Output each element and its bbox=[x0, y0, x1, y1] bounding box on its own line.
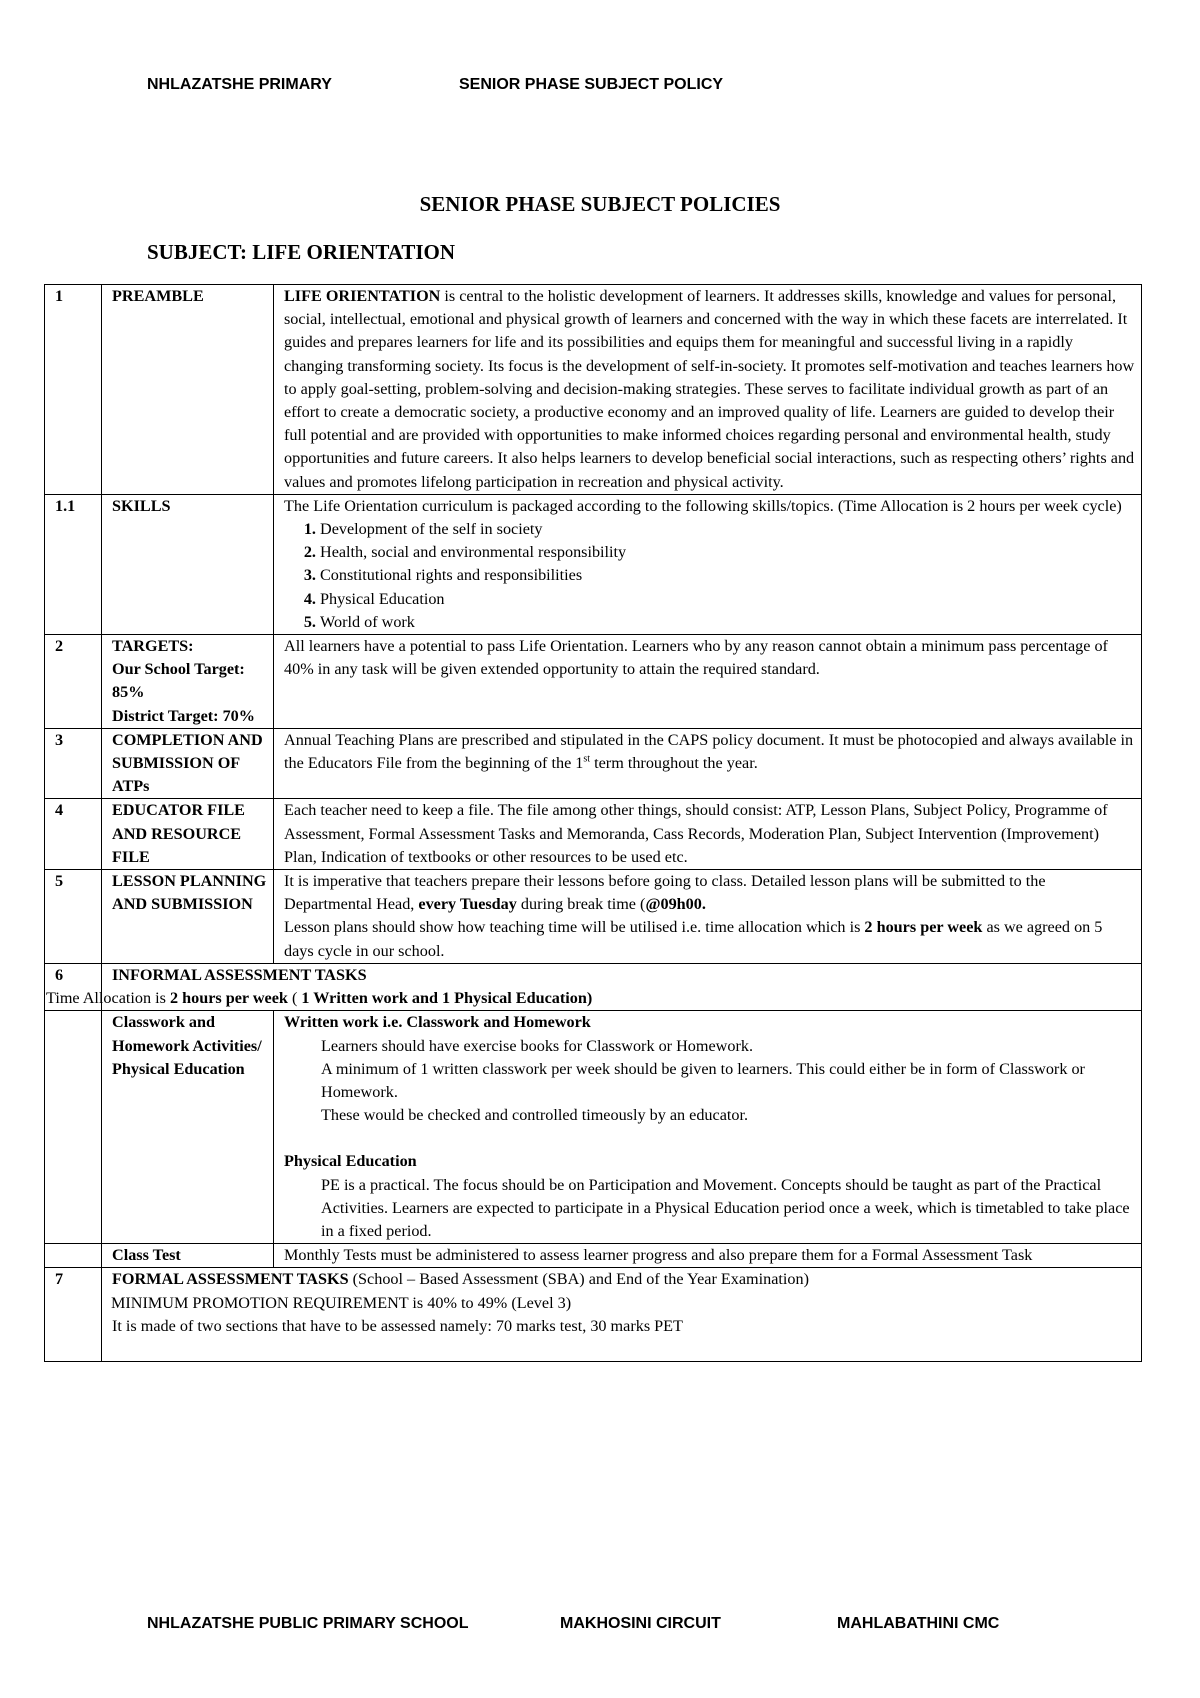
formal-title: FORMAL ASSESSMENT TASKS bbox=[112, 1270, 349, 1289]
written-work-title: Written work i.e. Classwork and Homework bbox=[284, 1013, 591, 1032]
informal-title: INFORMAL ASSESSMENT TASKS bbox=[112, 965, 367, 984]
footer-circuit: MAKHOSINI CIRCUIT bbox=[560, 1615, 721, 1632]
row-number: 6 bbox=[45, 963, 102, 1010]
row-targets bbox=[45, 635, 1142, 729]
district-target: District Target: 70% bbox=[112, 706, 255, 725]
row-informal-assessment bbox=[45, 963, 1142, 1010]
row-formal-assessment bbox=[45, 1268, 1142, 1362]
row-number: 7 bbox=[45, 1268, 102, 1362]
row-skills bbox=[45, 494, 1142, 634]
row-number: 2 bbox=[45, 635, 102, 729]
lesson-text-2b: 2 hours per week bbox=[864, 918, 983, 937]
row-label: LESSON PLANNING AND SUBMISSION bbox=[102, 870, 274, 964]
row-label: PREAMBLE bbox=[102, 285, 274, 495]
row-number: 3 bbox=[45, 728, 102, 799]
lesson-text-2c: as we agreed on 5 days cycle in our school. bbox=[284, 918, 1103, 960]
row-number: 1.1 bbox=[45, 494, 102, 634]
lesson-text bbox=[274, 870, 1142, 964]
row-number: 4 bbox=[45, 799, 102, 870]
row-number: 5 bbox=[45, 870, 102, 964]
informal-allocation bbox=[46, 987, 1135, 1010]
row-number: 1 bbox=[45, 285, 102, 495]
row-label: Classwork and Homework Activities/ Physical Education bbox=[102, 1011, 274, 1244]
atps-text bbox=[274, 728, 1142, 799]
classwork-cell bbox=[274, 1011, 1142, 1244]
educator-file-text: Each teacher need to keep a file. The file among other things, should consist: ATP, Lesson Plans, Subject Policy, Programme of Assessment, Formal Assessment Tasks and Memoranda, Cass Records, Moderation Plan, Subject Intervention (Improvement) Plan, Indication of textbooks or other resources to be used etc. bbox=[274, 799, 1142, 870]
policy-table bbox=[44, 284, 1142, 1362]
footer-school: NHLAZATSHE PUBLIC PRIMARY SCHOOL bbox=[147, 1615, 469, 1632]
lesson-text-1c: during break time ( bbox=[516, 895, 646, 914]
empty-cell bbox=[45, 1244, 102, 1268]
preamble-text bbox=[274, 285, 1142, 495]
lesson-text-1a: It is imperative that teachers prepare their lessons before going to class. Detailed lesson plans will be submitted to the Departmental Head, bbox=[284, 872, 1046, 914]
school-target: Our School Target: 85% bbox=[112, 660, 245, 702]
row-preamble bbox=[45, 285, 1142, 495]
skills-cell bbox=[274, 494, 1142, 634]
skills-intro: The Life Orientation curriculum is packaged according to the following skills/topics. (Time Allocation is 2 hours per week cycle) bbox=[284, 496, 1122, 515]
targets-text: All learners have a potential to pass Life Orientation. Learners who by any reason cannot obtain a minimum pass percentage of 40% in any task will be given extended opportunity to attain the required standard. bbox=[274, 635, 1142, 729]
atps-sup: st bbox=[583, 753, 591, 765]
row-lesson-planning bbox=[45, 870, 1142, 964]
footer-cmc: MAHLABATHINI CMC bbox=[837, 1615, 1000, 1632]
atps-text-b: term throughout the year. bbox=[590, 754, 758, 773]
header-doc-title: SENIOR PHASE SUBJECT POLICY bbox=[459, 76, 724, 93]
row-label: EDUCATOR FILE AND RESOURCE FILE bbox=[102, 799, 274, 870]
document-title: SENIOR PHASE SUBJECT POLICIES bbox=[419, 192, 781, 216]
skills-list bbox=[284, 518, 1135, 634]
page-header bbox=[147, 76, 724, 94]
subject-title: SUBJECT: LIFE ORIENTATION bbox=[147, 240, 456, 264]
list-item: 5. World of work bbox=[320, 611, 1135, 634]
preamble-body: is central to the holistic development of learners. It addresses skills, knowledge and values for personal, social, intellectual, emotional and physical growth of learners and concerned with the way in which these facets are interrelated. It guides and prepares learners for life and its possibilities and equips them for meaningful and successful living in a rapidly changing transforming society. Its focus is the development of self-in-society. It promotes self-motivation and teaches learners how to apply goal-setting, problem-solving and decision-making strategies. These serves to facilitate individual growth as part of an effort to create a democratic society, a productive economy and an improved quality of life. Learners are guided to develop their full potential and are provided with opportunities to make informed choices regarding personal and environmental health, study opportunities and future careers. It also helps learners to develop beneficial social interactions, such as respecting others’ rights and values and promotes lifelong participation in recreation and physical activity. bbox=[284, 287, 1135, 491]
row-label: COMPLETION AND SUBMISSION OF ATPs bbox=[102, 728, 274, 799]
formal-cell bbox=[102, 1268, 1142, 1362]
list-item: These would be checked and controlled timeously by an educator. bbox=[321, 1106, 749, 1125]
lesson-text-1d: @09h00. bbox=[645, 895, 706, 914]
list-item: 2. Health, social and environmental responsibility bbox=[320, 541, 1135, 564]
list-item: Learners should have exercise books for Classwork or Homework. bbox=[321, 1036, 753, 1055]
alloc-d: 1 Written work and 1 Physical Education) bbox=[297, 989, 593, 1008]
row-label bbox=[102, 635, 274, 729]
preamble-lead: LIFE ORIENTATION bbox=[284, 287, 441, 305]
lesson-text-2a: Lesson plans should show how teaching time will be utilised i.e. time allocation which is bbox=[284, 918, 865, 937]
formal-promotion: MINIMUM PROMOTION REQUIREMENT is 40% to 49% (Level 3) bbox=[111, 1293, 572, 1312]
spacer bbox=[284, 1127, 1135, 1150]
informal-heading-cell bbox=[46, 963, 1142, 1010]
lesson-text-1b: every Tuesday bbox=[418, 895, 517, 914]
row-classwork bbox=[45, 1011, 1142, 1244]
row-label: SKILLS bbox=[102, 494, 274, 634]
pe-title: Physical Education bbox=[284, 1152, 417, 1171]
alloc-b: 2 hours per week bbox=[169, 989, 288, 1008]
lesson-para-1 bbox=[284, 870, 1135, 916]
formal-title-rest: (School – Based Assessment (SBA) and End of the Year Examination) bbox=[348, 1270, 809, 1289]
pe-text: PE is a practical. The focus should be on Participation and Movement. Concepts should be taught as part of the Practical Activities. Learners are expected to participate in a Physical Education period once a week, which is timetabled to take place in a fixed period. bbox=[321, 1175, 1130, 1240]
lesson-para-2 bbox=[284, 916, 1135, 962]
formal-sections: It is made of two sections that have to be assessed namely: 70 marks test, 30 marks PET bbox=[112, 1316, 683, 1335]
atps-text-a: Annual Teaching Plans are prescribed and stipulated in the CAPS policy document. It must be photocopied and always available in the Educators File from the beginning of the 1 bbox=[284, 730, 1134, 773]
row-atps bbox=[45, 728, 1142, 799]
list-item: 1. Development of the self in society bbox=[320, 518, 1135, 541]
alloc-a: Time Allocation is bbox=[46, 989, 170, 1008]
row-educator-file bbox=[45, 799, 1142, 870]
list-item: 4. Physical Education bbox=[320, 588, 1135, 611]
class-test-text: Monthly Tests must be administered to assess learner progress and also prepare them for a Formal Assessment Task bbox=[274, 1244, 1142, 1268]
list-item: A minimum of 1 written classwork per week should be given to learners. This could either be in form of Classwork or Homework. bbox=[321, 1059, 1085, 1101]
empty-cell bbox=[45, 1011, 102, 1244]
list-item: 3. Constitutional rights and responsibilities bbox=[320, 564, 1135, 587]
header-school: NHLAZATSHE PRIMARY bbox=[147, 76, 332, 93]
alloc-c: ( bbox=[287, 989, 298, 1008]
row-class-test bbox=[45, 1244, 1142, 1268]
formal-title-line bbox=[112, 1268, 1135, 1291]
targets-heading: TARGETS: bbox=[112, 637, 194, 656]
row-label: Class Test bbox=[102, 1244, 274, 1268]
